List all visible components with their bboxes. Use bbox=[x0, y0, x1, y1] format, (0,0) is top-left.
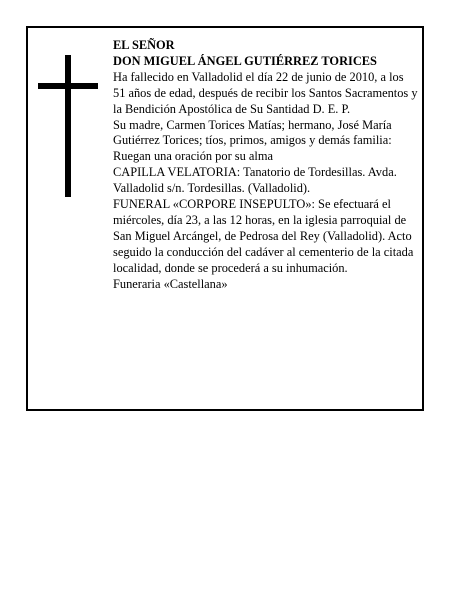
cross-horizontal-bar bbox=[38, 83, 98, 89]
funeral-info: FUNERAL «CORPORE INSEPULTO»: Se efectuará el miércoles, día 23, a las 12 horas, en la iglesia parroquial de San Miguel Arcángel, de Pedrosa del Rey (Valladolid). Acto seguido la conducción del cadáver al cementerio de la citada localidad, donde se procederá a su inhumación. bbox=[113, 197, 414, 275]
family-mourners: Su madre, Carmen Torices Matías; hermano, José María Gutiérrez Torices; tíos, primos, amigos y demás familia: bbox=[113, 117, 392, 148]
heading-title: EL SEÑOR bbox=[113, 38, 175, 52]
cross-vertical-bar bbox=[65, 55, 71, 197]
funeral-home: Funeraria «Castellana» bbox=[113, 276, 228, 291]
obituary-text bbox=[113, 38, 419, 293]
chapel-info: CAPILLA VELATORIA: Tanatorio de Tordesillas. Avda. Valladolid s/n. Tordesillas. (Valladolid). bbox=[113, 165, 397, 196]
latin-cross-icon bbox=[38, 55, 98, 197]
death-announcement: Ha fallecido en Valladolid el día 22 de junio de 2010, a los 51 años de edad, después de recibir los Santos Sacramentos y la Bendición Apostólica de Su Santidad D. E. P. bbox=[113, 69, 418, 116]
prayer-request: Ruegan una oración por su alma bbox=[113, 149, 273, 164]
deceased-name: DON MIGUEL ÁNGEL GUTIÉRREZ TORICES bbox=[113, 53, 377, 68]
